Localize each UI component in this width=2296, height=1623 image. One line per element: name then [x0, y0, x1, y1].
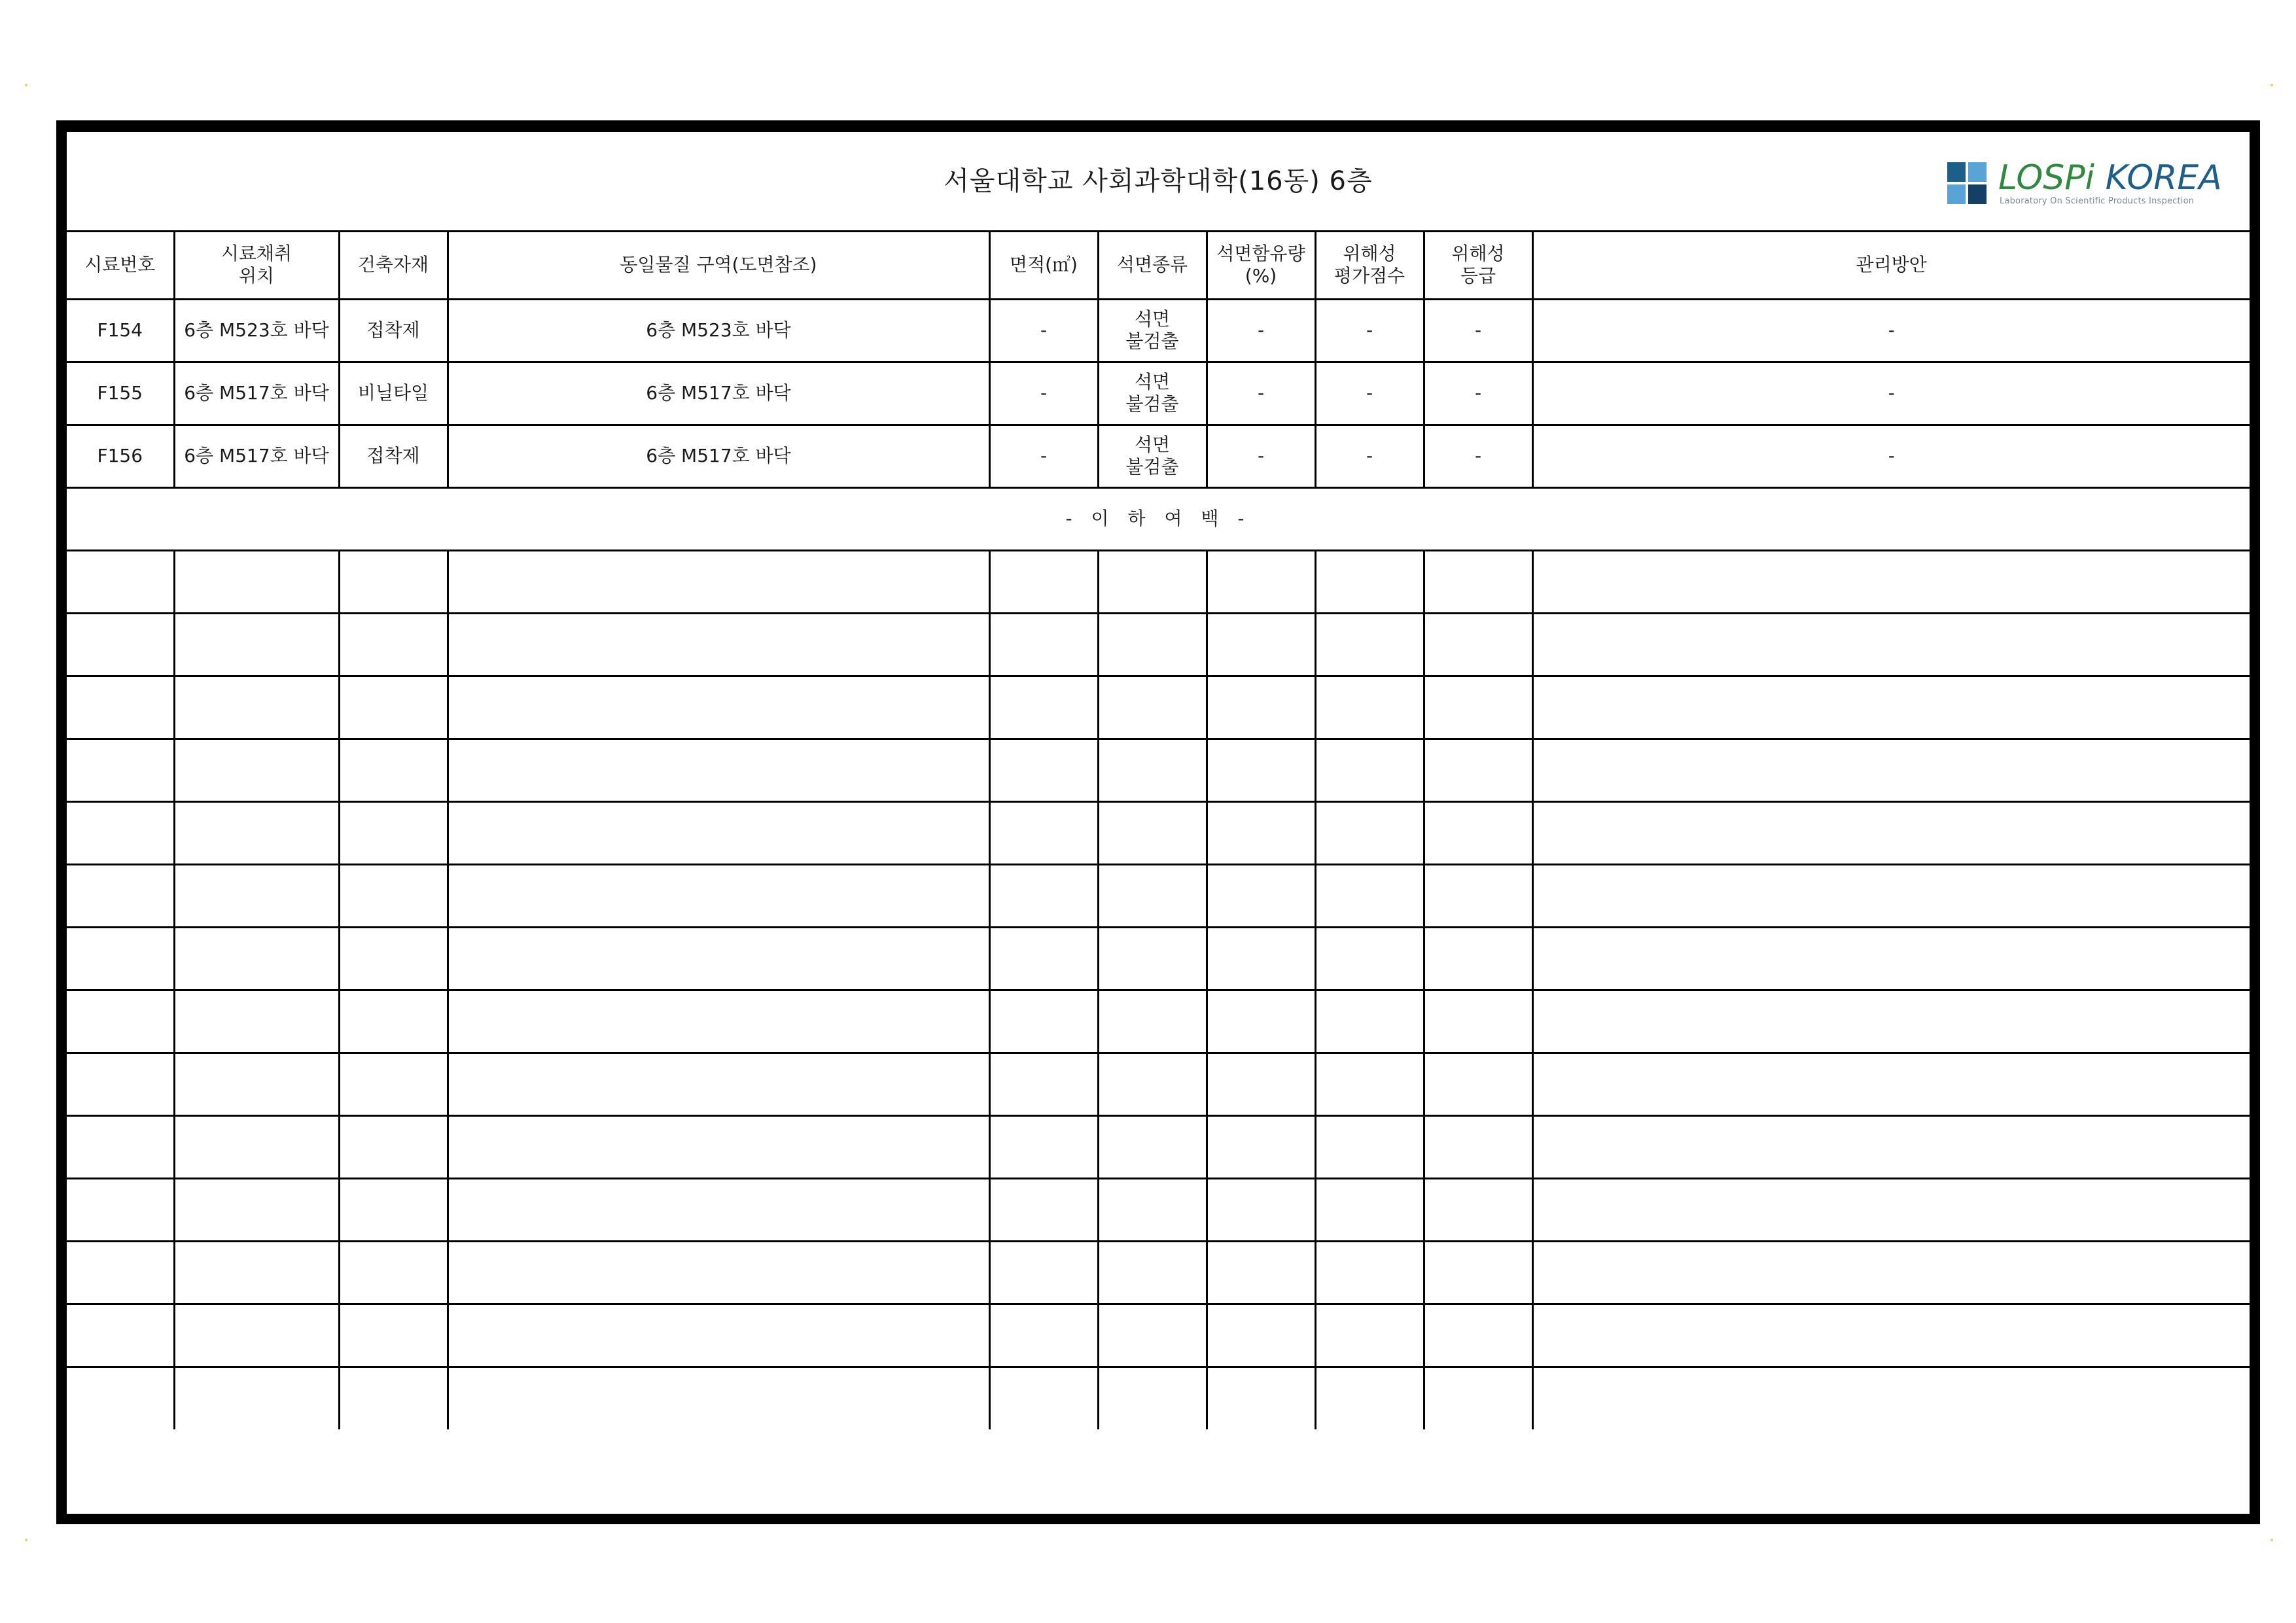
empty-cell	[448, 1304, 989, 1367]
empty-cell	[1207, 1241, 1315, 1304]
empty-cell	[1532, 613, 2250, 676]
empty-cell	[174, 801, 339, 864]
header-risk-grade: 위해성 등급	[1424, 232, 1532, 299]
empty-cell	[1098, 1178, 1207, 1241]
empty-cell	[1315, 550, 1424, 613]
empty-cell	[174, 1053, 339, 1115]
empty-row	[67, 676, 2250, 739]
cell-sample-location: 6층 M517호 바닥	[174, 425, 339, 487]
empty-row	[67, 613, 2250, 676]
empty-cell	[1532, 1178, 2250, 1241]
empty-cell	[1424, 801, 1532, 864]
empty-cell	[1207, 613, 1315, 676]
empty-cell	[67, 739, 174, 801]
empty-cell	[1098, 927, 1207, 990]
cell-management-plan: -	[1532, 362, 2250, 425]
empty-row	[67, 1053, 2250, 1115]
header-asbestos-content: 석면함유량 (%)	[1207, 232, 1315, 299]
empty-cell	[1207, 1367, 1315, 1429]
empty-cell	[174, 1115, 339, 1178]
asbestos-survey-table	[67, 232, 2250, 1429]
empty-cell	[339, 1115, 448, 1178]
empty-cell	[339, 1178, 448, 1241]
empty-cell	[1098, 990, 1207, 1053]
logo-subtitle: Laboratory On Scientific Products Inspection	[2000, 196, 2195, 206]
empty-cell	[339, 1304, 448, 1367]
empty-cell	[1532, 864, 2250, 927]
table-row	[67, 299, 2250, 362]
empty-cell	[989, 613, 1098, 676]
empty-cell	[339, 1367, 448, 1429]
cell-sample-no: F156	[67, 425, 174, 487]
empty-row	[67, 1115, 2250, 1178]
logo-wordmark	[1998, 158, 2222, 198]
empty-row	[67, 1241, 2250, 1304]
cell-homogeneous-area: 6층 M517호 바닥	[448, 362, 989, 425]
cell-risk-grade: -	[1424, 299, 1532, 362]
empty-cell	[67, 801, 174, 864]
header-sample-no: 시료번호	[67, 232, 174, 299]
empty-row	[67, 1367, 2250, 1429]
cell-asbestos-type: 석면 불검출	[1098, 425, 1207, 487]
empty-row	[67, 1178, 2250, 1241]
end-note-row	[67, 487, 2250, 550]
empty-cell	[1424, 1178, 1532, 1241]
empty-cell	[339, 1241, 448, 1304]
empty-cell	[1207, 864, 1315, 927]
empty-cell	[339, 864, 448, 927]
empty-cell	[989, 990, 1098, 1053]
empty-cell	[1424, 1241, 1532, 1304]
empty-cell	[989, 676, 1098, 739]
empty-row	[67, 801, 2250, 864]
empty-cell	[174, 864, 339, 927]
empty-cell	[448, 927, 989, 990]
document-title: 서울대학교 사회과학대학(16동) 6층	[944, 166, 1373, 196]
cell-sample-location: 6층 M517호 바닥	[174, 362, 339, 425]
empty-cell	[1315, 990, 1424, 1053]
cell-area: -	[989, 362, 1098, 425]
empty-cell	[1315, 1241, 1424, 1304]
cell-area: -	[989, 425, 1098, 487]
empty-cell	[339, 990, 448, 1053]
empty-cell	[174, 613, 339, 676]
empty-cell	[1098, 1304, 1207, 1367]
empty-cell	[448, 1241, 989, 1304]
empty-cell	[989, 801, 1098, 864]
header-building-material: 건축자재	[339, 232, 448, 299]
empty-cell	[1532, 739, 2250, 801]
empty-cell	[1315, 613, 1424, 676]
empty-cell	[67, 990, 174, 1053]
empty-cell	[174, 1304, 339, 1367]
empty-cell	[67, 1115, 174, 1178]
empty-cell	[1532, 1053, 2250, 1115]
empty-cell	[339, 676, 448, 739]
empty-cell	[1424, 990, 1532, 1053]
empty-cell	[1315, 1367, 1424, 1429]
empty-cell	[1098, 613, 1207, 676]
empty-cell	[1315, 739, 1424, 801]
empty-row	[67, 1304, 2250, 1367]
logo-word-korea: KOREA	[2105, 158, 2222, 198]
table-row	[67, 425, 2250, 487]
empty-cell	[1315, 927, 1424, 990]
empty-cell	[1424, 739, 1532, 801]
header-management-plan: 관리방안	[1532, 232, 2250, 299]
cell-homogeneous-area: 6층 M517호 바닥	[448, 425, 989, 487]
empty-cell	[174, 739, 339, 801]
table-row	[67, 362, 2250, 425]
empty-cell	[1315, 1053, 1424, 1115]
empty-cell	[1207, 1304, 1315, 1367]
header-area: 면적(㎡)	[989, 232, 1098, 299]
corner-mark-bl	[25, 1539, 27, 1541]
empty-cell	[448, 1367, 989, 1429]
empty-cell	[989, 550, 1098, 613]
empty-cell	[1315, 801, 1424, 864]
empty-cell	[1207, 739, 1315, 801]
cell-area: -	[989, 299, 1098, 362]
empty-row	[67, 864, 2250, 927]
empty-cell	[989, 739, 1098, 801]
empty-cell	[1424, 1367, 1532, 1429]
empty-cell	[1207, 1053, 1315, 1115]
empty-cell	[1207, 1115, 1315, 1178]
empty-cell	[174, 1178, 339, 1241]
empty-cell	[1207, 927, 1315, 990]
empty-cell	[174, 1241, 339, 1304]
empty-cell	[448, 1178, 989, 1241]
header-asbestos-type: 석면종류	[1098, 232, 1207, 299]
empty-cell	[989, 1178, 1098, 1241]
empty-cell	[1424, 927, 1532, 990]
empty-cell	[448, 990, 989, 1053]
end-note: - 이 하 여 백 -	[67, 487, 2250, 550]
empty-cell	[1207, 676, 1315, 739]
cell-sample-no: F155	[67, 362, 174, 425]
cell-asbestos-content: -	[1207, 299, 1315, 362]
empty-cell	[1315, 864, 1424, 927]
empty-cell	[339, 1053, 448, 1115]
empty-cell	[174, 550, 339, 613]
empty-cell	[339, 550, 448, 613]
empty-cell	[1532, 1304, 2250, 1367]
empty-cell	[67, 1241, 174, 1304]
empty-cell	[1424, 550, 1532, 613]
document-frame	[56, 120, 2260, 1524]
empty-cell	[339, 739, 448, 801]
empty-cell	[1424, 1304, 1532, 1367]
empty-cell	[339, 613, 448, 676]
empty-cell	[1207, 801, 1315, 864]
empty-cell	[1207, 1178, 1315, 1241]
empty-cell	[1098, 739, 1207, 801]
empty-cell	[448, 1053, 989, 1115]
empty-cell	[989, 1115, 1098, 1178]
empty-cell	[989, 1367, 1098, 1429]
empty-cell	[1315, 1304, 1424, 1367]
empty-cell	[1098, 1053, 1207, 1115]
cell-management-plan: -	[1532, 425, 2250, 487]
empty-row	[67, 550, 2250, 613]
empty-cell	[1098, 676, 1207, 739]
empty-cell	[1315, 676, 1424, 739]
logo-word-lospi: LOSPi	[1998, 158, 2095, 198]
lospi-korea-logo	[1947, 158, 2229, 206]
empty-cell	[448, 1115, 989, 1178]
corner-mark-tl	[25, 84, 27, 86]
empty-cell	[1532, 1367, 2250, 1429]
cell-homogeneous-area: 6층 M523호 바닥	[448, 299, 989, 362]
empty-cell	[339, 927, 448, 990]
empty-cell	[1424, 613, 1532, 676]
empty-cell	[1532, 676, 2250, 739]
cell-risk-score: -	[1315, 299, 1424, 362]
empty-cell	[989, 927, 1098, 990]
cell-sample-location: 6층 M523호 바닥	[174, 299, 339, 362]
empty-cell	[67, 676, 174, 739]
empty-cell	[67, 1178, 174, 1241]
empty-cell	[1098, 1115, 1207, 1178]
header-homogeneous-area: 동일물질 구역(도면참조)	[448, 232, 989, 299]
empty-cell	[174, 927, 339, 990]
cell-building-material: 접착제	[339, 425, 448, 487]
empty-cell	[174, 676, 339, 739]
empty-cell	[1532, 801, 2250, 864]
empty-cell	[1207, 990, 1315, 1053]
cell-asbestos-type: 석면 불검출	[1098, 362, 1207, 425]
empty-cell	[1098, 1367, 1207, 1429]
empty-cell	[1424, 676, 1532, 739]
cell-asbestos-content: -	[1207, 425, 1315, 487]
empty-cell	[1532, 1241, 2250, 1304]
empty-cell	[67, 613, 174, 676]
empty-row	[67, 927, 2250, 990]
empty-cell	[989, 1053, 1098, 1115]
empty-cell	[174, 1367, 339, 1429]
empty-cell	[448, 864, 989, 927]
empty-cell	[448, 801, 989, 864]
empty-row	[67, 990, 2250, 1053]
corner-mark-tr	[2270, 84, 2273, 86]
empty-cell	[1532, 550, 2250, 613]
empty-cell	[67, 550, 174, 613]
empty-cell	[67, 1053, 174, 1115]
empty-cell	[1098, 550, 1207, 613]
cell-management-plan: -	[1532, 299, 2250, 362]
empty-cell	[989, 1241, 1098, 1304]
empty-cell	[989, 864, 1098, 927]
cell-building-material: 비닐타일	[339, 362, 448, 425]
empty-cell	[1207, 550, 1315, 613]
empty-cell	[1315, 1178, 1424, 1241]
empty-cell	[67, 1367, 174, 1429]
empty-cell	[1532, 1115, 2250, 1178]
empty-cell	[1532, 927, 2250, 990]
table-header-row	[67, 232, 2250, 299]
cell-asbestos-type: 석면 불검출	[1098, 299, 1207, 362]
empty-cell	[989, 1304, 1098, 1367]
cell-risk-score: -	[1315, 425, 1424, 487]
empty-cell	[1532, 990, 2250, 1053]
logo-squares-icon	[1947, 162, 1987, 204]
empty-cell	[1424, 864, 1532, 927]
empty-cell	[1098, 864, 1207, 927]
empty-cell	[448, 613, 989, 676]
corner-mark-br	[2270, 1539, 2273, 1541]
empty-cell	[67, 927, 174, 990]
document-header	[67, 132, 2250, 232]
empty-cell	[67, 864, 174, 927]
cell-risk-grade: -	[1424, 425, 1532, 487]
cell-asbestos-content: -	[1207, 362, 1315, 425]
empty-cell	[67, 1304, 174, 1367]
empty-cell	[448, 676, 989, 739]
empty-cell	[1424, 1053, 1532, 1115]
cell-sample-no: F154	[67, 299, 174, 362]
empty-cell	[174, 990, 339, 1053]
empty-cell	[448, 739, 989, 801]
cell-risk-score: -	[1315, 362, 1424, 425]
table-body	[67, 232, 2250, 1429]
cell-risk-grade: -	[1424, 362, 1532, 425]
empty-cell	[1424, 1115, 1532, 1178]
header-sample-location: 시료채취 위치	[174, 232, 339, 299]
empty-cell	[339, 801, 448, 864]
empty-cell	[1098, 801, 1207, 864]
empty-cell	[1315, 1115, 1424, 1178]
cell-building-material: 접착제	[339, 299, 448, 362]
empty-cell	[448, 550, 989, 613]
header-risk-score: 위해성 평가점수	[1315, 232, 1424, 299]
empty-row	[67, 739, 2250, 801]
empty-cell	[1098, 1241, 1207, 1304]
